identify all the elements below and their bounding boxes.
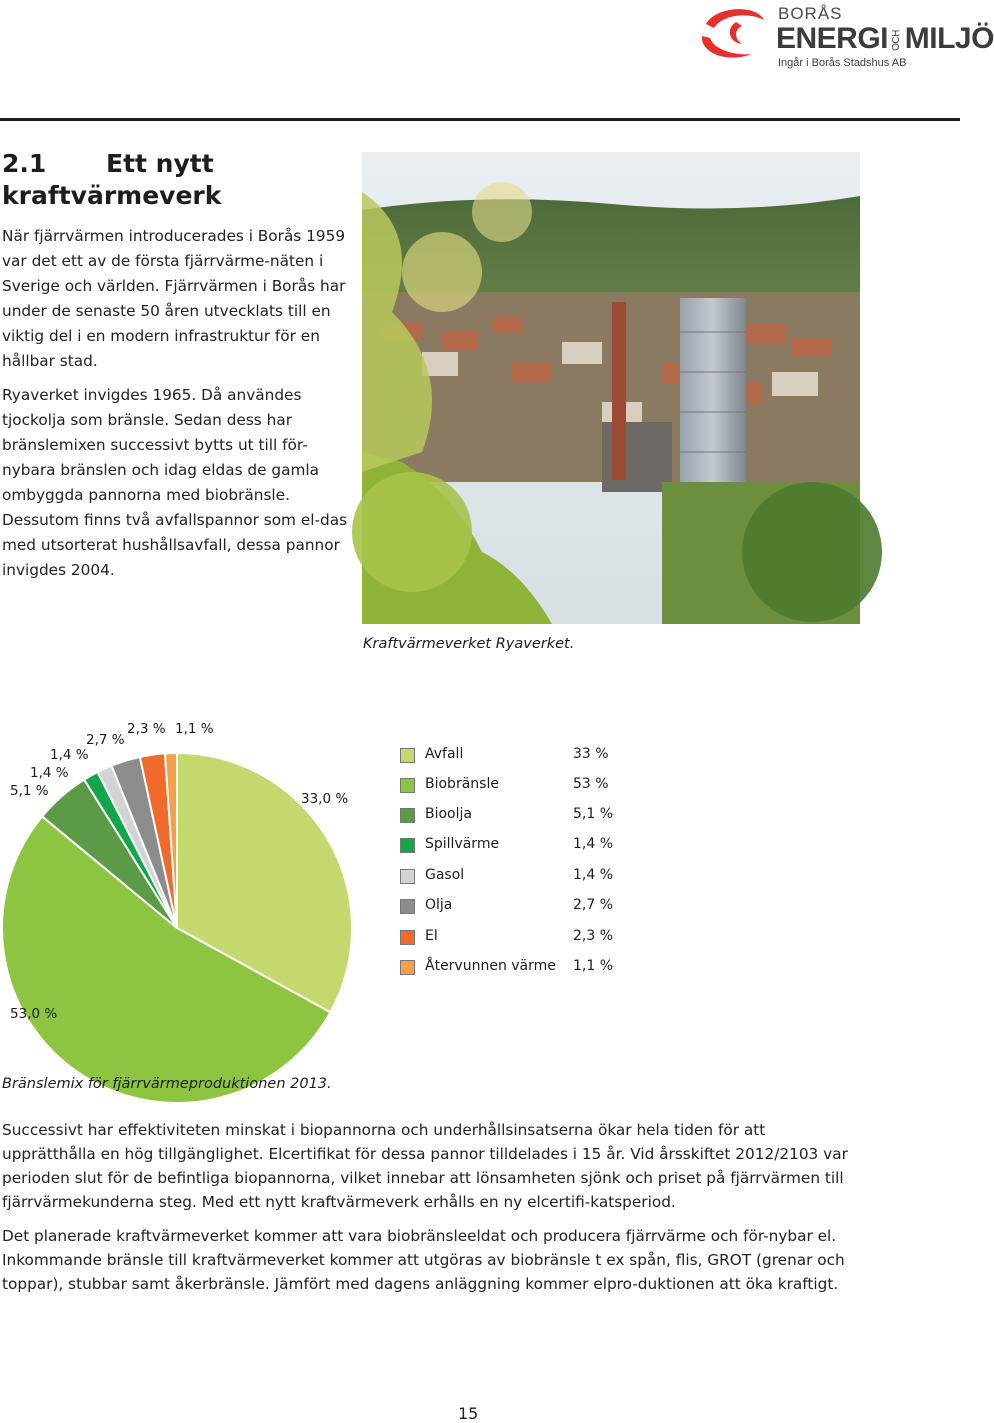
legend-swatch [400, 778, 415, 793]
logo-wordmark: ENERGI OCHMILJÖ [776, 22, 994, 55]
legend-value: 1,1 % [573, 958, 614, 974]
photo-caption: Kraftvärmeverket Ryaverket. [363, 636, 575, 652]
chart-caption: Bränslemix för fjärrvärmeproduktionen 2013. [2, 1076, 332, 1092]
legend-label: Olja [425, 897, 453, 913]
legend-swatch [400, 869, 415, 884]
body-paragraph: Successivt har effektiviteten minskat i biopannorna och underhållsinsatserna ökar hela tiden för att upprätthålla en hög tillgänglighet. Elcertifikat för dessa pannor tilldelades i 15 år. Vid årsskiftet 2012/2103 var perioden slut för de befintliga biopannorna, vilket innebar att lönsamheten sjönk och priset på fjärrvärmen till fjärrvärmekunderna steg. Med ett nytt kraftvärmeverk erhålls en ny elcertifi-katsperiod. [2, 1121, 848, 1211]
legend-label: El [425, 928, 438, 944]
legend-label: Avfall [425, 746, 464, 762]
logo-subtitle: Ingår i Borås Stadshus AB [778, 57, 907, 69]
pie-label-spillvarme: 1,4 % [30, 765, 69, 781]
legend-item [400, 863, 700, 893]
section-title-line2: kraftvärmeverk [2, 181, 222, 210]
legend-swatch [400, 930, 415, 945]
pie-label-avfall: 33,0 % [301, 791, 349, 807]
legend-label: Biobränsle [425, 776, 499, 792]
legend-item [400, 742, 700, 772]
legend-value: 1,4 % [573, 867, 614, 883]
pie-label-biobransle: 53,0 % [10, 1006, 58, 1022]
logo-top-text: BORÅS [778, 4, 843, 23]
legend-swatch [400, 838, 415, 853]
legend-item [400, 832, 700, 862]
legend-value: 53 % [573, 776, 609, 792]
legend-item [400, 802, 700, 832]
legend-swatch [400, 899, 415, 914]
legend-item [400, 893, 700, 923]
intro-text [2, 224, 352, 592]
section-heading [2, 148, 221, 212]
legend-value: 33 % [573, 746, 609, 762]
header-divider [0, 118, 960, 121]
pie-label-gasol: 1,4 % [50, 747, 89, 763]
page-number: 15 [458, 1404, 479, 1423]
section-title-line1: Ett nytt [106, 149, 214, 178]
legend-value: 5,1 % [573, 806, 614, 822]
legend-item [400, 954, 700, 984]
pie-label-el: 2,3 % [127, 721, 166, 737]
intro-paragraph: Ryaverket invigdes 1965. Då användes tjockolja som bränsle. Sedan dess har bränslemixen successivt bytts ut till för-nybara bränslen och idag eldas de gamla ombyggda pannorna med biobränsle. Dessutom finns två avfallspannor som el-das med utsorterat hushållsavfall, dessa pannor invigdes 2004. [2, 386, 348, 579]
intro-paragraph: När fjärrvärmen introducerades i Borås 1959 var det ett av de första fjärrvärme-näten i Sverige och världen. Fjärrvärmen i Borås har under de senaste 50 åren utvecklats till en viktig del i en modern infrastruktur för en hållbar stad. [2, 227, 346, 370]
body-paragraph: Det planerade kraftvärmeverket kommer att vara biobränsleeldat och producera fjärrvärme och för-nybar el. Inkommande bränsle till kraftvärmeverket kommer att utgöras av biobränsle t ex spån, flis, GROT (grenar och toppar), stubbar samt åkerbränsle. Jämfört med dagens anläggning kommer elpro-duktionen att öka kraftigt. [2, 1227, 845, 1293]
legend-label: Gasol [425, 867, 465, 883]
legend-swatch [400, 808, 415, 823]
legend-label: Spillvärme [425, 836, 500, 852]
legend-label: Återvunnen värme [425, 958, 556, 974]
legend-value: 2,7 % [573, 897, 614, 913]
legend-swatch [400, 748, 415, 763]
legend-value: 2,3 % [573, 928, 614, 944]
legend-label: Bioolja [425, 806, 472, 822]
logo-swirl-icon [702, 9, 764, 58]
body-text [2, 1118, 858, 1306]
legend-item [400, 772, 700, 802]
pie-label-olja: 2,7 % [86, 732, 125, 748]
section-number: 2.1 [2, 149, 47, 178]
legend-item [400, 924, 700, 954]
photo-ryaverket [362, 152, 860, 624]
legend-value: 1,4 % [573, 836, 614, 852]
pie-label-atervunnen-varme: 1,1 % [175, 721, 214, 737]
legend-swatch [400, 960, 415, 975]
pie-label-bioolja: 5,1 % [10, 783, 49, 799]
